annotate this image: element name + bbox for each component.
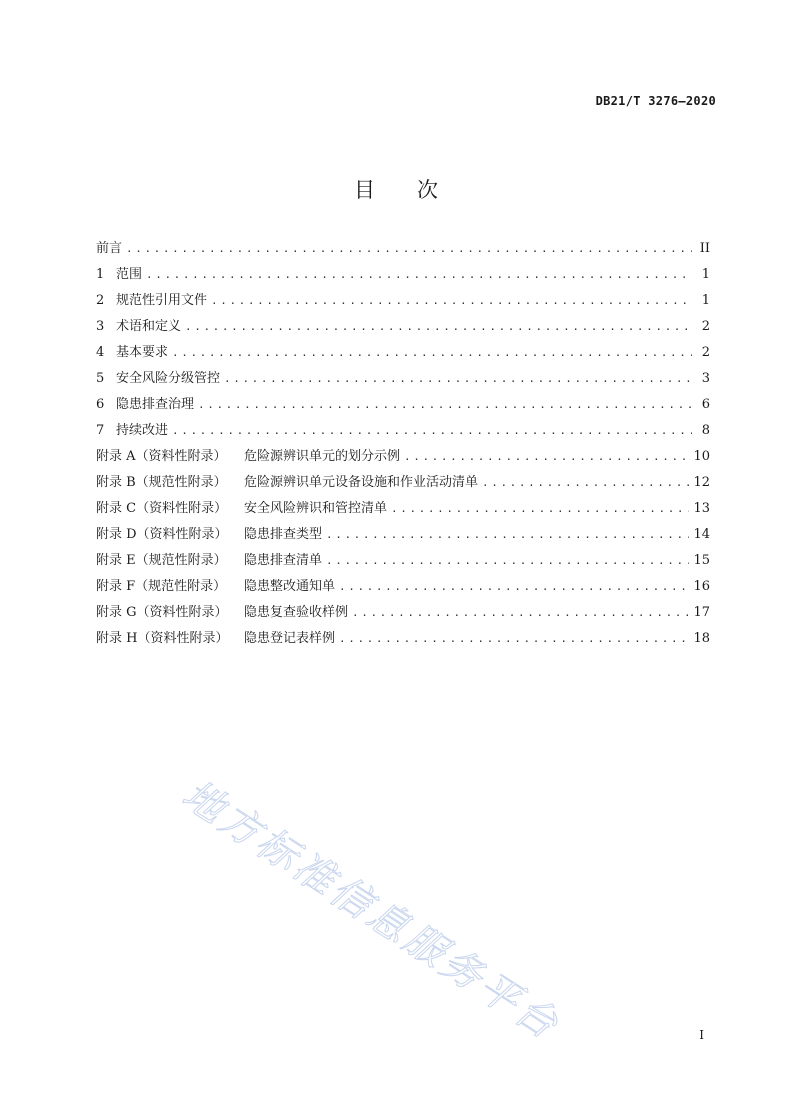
toc-entry-number: 5 — [96, 371, 105, 386]
dot-leader — [172, 340, 692, 366]
dot-leader — [126, 236, 692, 262]
toc-entry-page: 12 — [693, 475, 710, 490]
dot-leader — [172, 418, 692, 444]
toc-entry-title: 安全风险分级管控 — [116, 371, 221, 386]
toc-entry-7[interactable] — [96, 418, 710, 444]
appendix-title: 隐患整改通知单 — [244, 579, 336, 594]
appendix-heading: 附录 H（资料性附录） — [96, 631, 229, 646]
appendix-title: 隐患登记表样例 — [244, 631, 336, 646]
toc-appendix-f[interactable] — [96, 574, 710, 600]
toc-entry-title: 术语和定义 — [116, 319, 182, 334]
toc-entry-4[interactable] — [96, 340, 710, 366]
toc-entry-number: 6 — [96, 397, 105, 412]
appendix-title: 隐患排查类型 — [244, 527, 323, 542]
appendix-heading: 附录 E（规范性附录） — [96, 553, 227, 568]
toc-entry-title: 前言 — [96, 241, 123, 256]
toc-appendix-h[interactable] — [96, 626, 710, 652]
dot-leader — [352, 600, 689, 626]
dot-leader — [391, 496, 689, 522]
toc-entry-page: 17 — [693, 605, 710, 620]
dot-leader — [339, 626, 689, 652]
appendix-heading: 附录 D（资料性附录） — [96, 527, 228, 542]
toc-entry-number: 7 — [96, 423, 105, 438]
appendix-heading: 附录 F（规范性附录） — [96, 579, 227, 594]
toc-entry-page: 2 — [701, 319, 710, 334]
toc-entry-page: II — [699, 241, 710, 256]
toc-entry-5[interactable] — [96, 366, 710, 392]
toc-entry-title: 持续改进 — [116, 423, 169, 438]
toc-entry-6[interactable] — [96, 392, 710, 418]
dot-leader — [198, 392, 692, 418]
toc-title: 目次 — [354, 178, 480, 202]
dot-leader — [146, 262, 692, 288]
dot-leader — [224, 366, 692, 392]
dot-leader — [404, 444, 689, 470]
appendix-title: 隐患复查验收样例 — [244, 605, 349, 620]
toc-entry-page: 13 — [693, 501, 710, 516]
toc-entry-title: 基本要求 — [116, 345, 169, 360]
dot-leader — [185, 314, 692, 340]
appendix-title: 隐患排查清单 — [244, 553, 323, 568]
toc-entry-title: 隐患排查治理 — [116, 397, 195, 412]
document-code: DB21/T 3276—2020 — [595, 94, 716, 108]
toc-entry-page: 18 — [693, 631, 710, 646]
toc-entry-foreword[interactable] — [96, 236, 710, 262]
dot-leader — [482, 470, 689, 496]
appendix-title: 安全风险辨识和管控清单 — [244, 501, 388, 516]
toc-entry-title: 范围 — [116, 267, 143, 282]
toc-entry-page: 1 — [701, 267, 710, 282]
toc-appendix-b[interactable] — [96, 470, 710, 496]
toc-entry-page: 8 — [701, 423, 710, 438]
table-of-contents — [96, 236, 710, 652]
toc-entry-number: 4 — [96, 345, 105, 360]
toc-appendix-e[interactable] — [96, 548, 710, 574]
toc-entry-page: 1 — [701, 293, 710, 308]
toc-entry-page: 15 — [693, 553, 710, 568]
toc-appendix-c[interactable] — [96, 496, 710, 522]
toc-entry-number: 3 — [96, 319, 105, 334]
appendix-title: 危险源辨识单元的划分示例 — [244, 449, 401, 464]
appendix-heading: 附录 B（规范性附录） — [96, 475, 227, 490]
toc-entry-number: 1 — [96, 267, 105, 282]
toc-entry-number: 2 — [96, 293, 105, 308]
toc-entry-3[interactable] — [96, 314, 710, 340]
toc-appendix-d[interactable] — [96, 522, 710, 548]
toc-appendix-g[interactable] — [96, 600, 710, 626]
appendix-heading: 附录 A（资料性附录） — [96, 449, 227, 464]
toc-entry-page: 16 — [693, 579, 710, 594]
dot-leader — [326, 522, 689, 548]
page-number: I — [699, 1028, 704, 1042]
dot-leader — [326, 548, 689, 574]
appendix-title: 危险源辨识单元设备设施和作业活动清单 — [244, 475, 479, 490]
toc-entry-page: 14 — [693, 527, 710, 542]
toc-entry-title: 规范性引用文件 — [116, 293, 208, 308]
toc-entry-page: 3 — [701, 371, 710, 386]
toc-appendix-a[interactable] — [96, 444, 710, 470]
toc-entry-1[interactable] — [96, 262, 710, 288]
toc-entry-page: 10 — [693, 449, 710, 464]
watermark: 地方标准信息服务平台 — [174, 771, 569, 1050]
dot-leader — [339, 574, 689, 600]
toc-entry-2[interactable] — [96, 288, 710, 314]
toc-entry-page: 6 — [701, 397, 710, 412]
dot-leader — [211, 288, 692, 314]
appendix-heading: 附录 C（资料性附录） — [96, 501, 228, 516]
toc-entry-page: 2 — [701, 345, 710, 360]
appendix-heading: 附录 G（资料性附录） — [96, 605, 228, 620]
